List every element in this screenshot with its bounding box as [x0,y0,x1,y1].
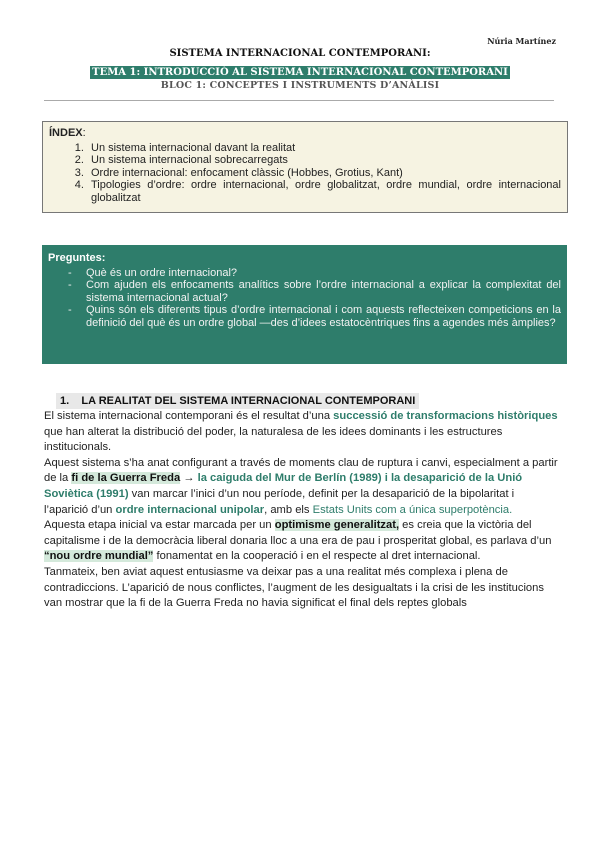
index-item: 1. Un sistema internacional davant la realitat [87,142,561,155]
question-item: - Què és un ordre internacional? [48,267,561,280]
index-box: ÍNDEX: 1. Un sistema internacional davant la realitat 2. Un sistema internacional sobrecarregats 3. Ordre internacional: enfocament clàssic (Hobbes, Grotius, Kant) 4. Tipologies d’ordre: ordre internacional, ordre globalitzat, ordre mundial, ordre internacional globalitzat [42,121,568,213]
highlighted-term: fi de la Guerra Freda [71,472,181,485]
questions-title: Preguntes: [48,252,106,264]
text-run: fonamentat en la cooperació i en el respecte al dret internacional. [153,550,481,563]
paragraph: Tanmateix, ben aviat aquest entusiasme va deixar pas a una realitat més complexa i plena de contradiccions. L’aparició de nous conflictes, l’augment de les desigualtats i la crisi de les institucions van mostrar que la fi de la Guerra Freda no havia significat el final dels reptes globals [44,565,544,610]
question-item: - Quins són els diferents tipus d’ordre internacional i com aquests reflecteixen competicions en la definició del què és un ordre global —des d’idees estatocèntriques fins a agendes més àmplies? [48,304,561,329]
index-title: ÍNDEX [49,127,83,139]
index-item: 4. Tipologies d’ordre: ordre internacional, ordre globalitzat, ordre mundial, ordre internacional globalitzat [87,179,561,204]
key-phrase: Estats Units com a única superpotència. [312,503,513,516]
questions-list [48,267,561,330]
index-list [49,142,561,205]
key-term: ordre internacional unipolar [115,503,265,516]
section-body [44,409,559,612]
index-item: 3. Ordre internacional: enfocament clàssic (Hobbes, Grotius, Kant) [87,167,561,180]
author-name: Núria Martínez [487,36,556,46]
paragraph [44,518,559,565]
text-run: que han alterat la distribució del poder, la naturalesa de les idees dominants i les estructures institucionals. [44,425,503,454]
document-header [0,47,600,93]
text-run: Aquesta etapa inicial va estar marcada per un [44,519,275,532]
index-item: 2. Un sistema internacional sobrecarregats [87,154,561,167]
text-run: es creia que la victòria del capitalisme i de la democràcia liberal donaria lloc a una era de pau i prosperitat global, es parlava d’un [44,519,552,547]
key-term: la caiguda del Mur de Berlín (1989) i la desaparició de la Unió Soviètica (1991) [44,472,523,500]
highlighted-term: optimisme generalitzat, [274,519,400,532]
document-title: SISTEMA INTERNACIONAL CONTEMPORANI: [169,48,431,59]
text-run: El sistema internacional contemporani és el resultat d’una [44,410,334,422]
questions-box [42,245,567,364]
text-run: Aquest sistema s’ha anat configurant a través de moments clau de ruptura i canvi, especialment a partir de la [44,456,558,485]
arrow-text: → [180,472,198,485]
paragraph [44,456,559,518]
header-divider [44,100,554,101]
topic-title: TEMA 1: INTRODUCCIÓ AL SISTEMA INTERNACIONAL CONTEMPORANI [92,67,508,78]
block-title: BLOC 1: CONCEPTES I INSTRUMENTS D’ANÀLISI [160,80,440,91]
text-run: van marcar l’inici d’un nou període, definit per la desaparició de la bipolaritat i l’aparició d’un [44,487,515,516]
paragraph [44,409,559,456]
text-run: , amb els [264,503,313,516]
question-item: - Com ajuden els enfocaments analítics sobre l’ordre internacional a explicar la complexitat del sistema internacional actual? [48,279,561,304]
key-term: successió de transformacions històriques [333,410,558,422]
section-heading: 1. LA REALITAT DEL SISTEMA INTERNACIONAL CONTEMPORANI [56,393,419,409]
highlighted-term: “nou ordre mundial” [44,550,154,563]
